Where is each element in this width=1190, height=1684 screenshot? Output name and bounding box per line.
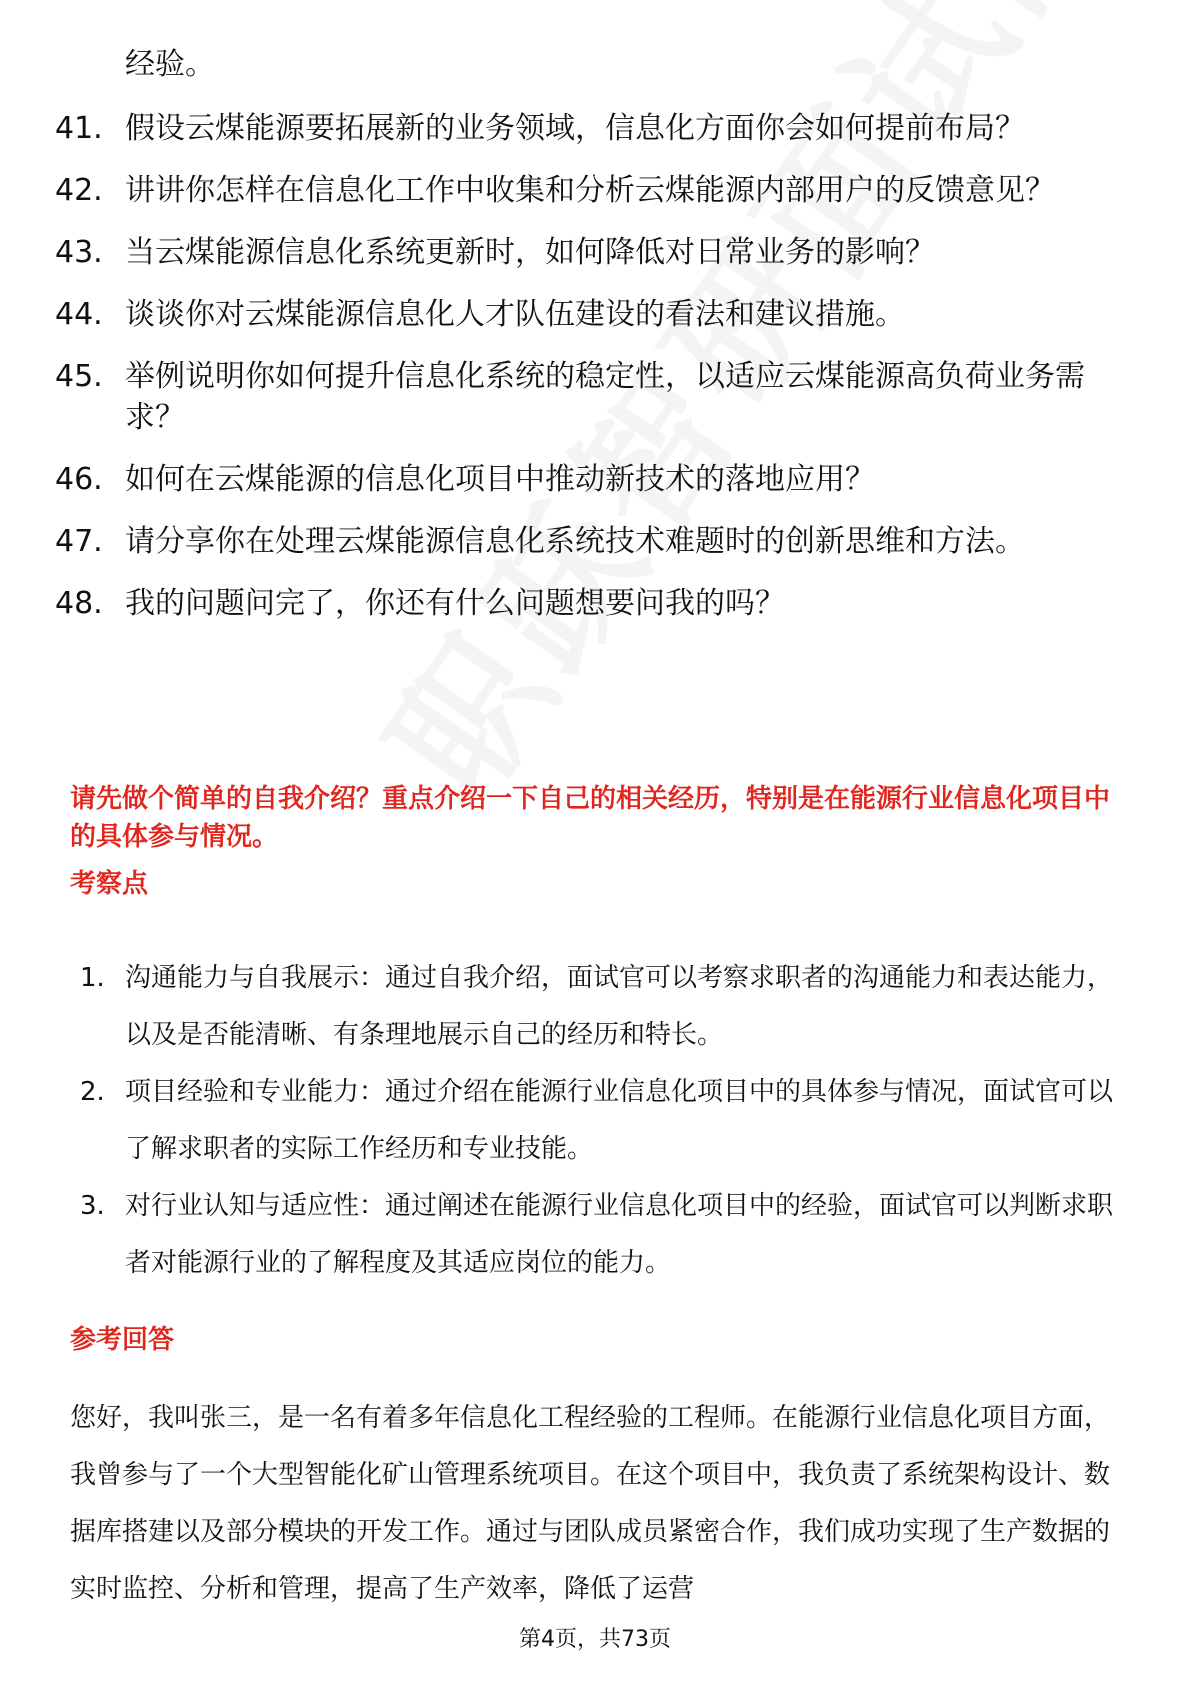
point-number: 1. xyxy=(80,963,105,993)
question-number: 45. xyxy=(55,359,103,394)
reference-answer: 您好，我叫张三，是一名有着多年信息化工程经验的工程师。在能源行业信息化项目方面，我曾参与了一个大型智能化矿山管理系统项目。在这个项目中，我负责了系统架构设计、数据库搭建以及部分模块的开发工作。通过与团队成员紧密合作，我们成功实现了生产数据的实时监控、分析和管理，提高了生产效率，降低了运营 xyxy=(70,1403,1111,1604)
question-number: 44. xyxy=(55,297,103,332)
question-number: 48. xyxy=(55,586,103,621)
question-number: 46. xyxy=(55,462,103,497)
list-item xyxy=(55,232,1135,273)
question-text: 我的问题问完了，你还有什么问题想要问我的吗？ xyxy=(125,586,785,621)
question-text: 请分享你在处理云煤能源信息化系统技术难题时的创新思维和方法。 xyxy=(125,524,1025,559)
question-number: 41. xyxy=(55,111,103,146)
featured-question: 请先做个简单的自我介绍？重点介绍一下自己的相关经历，特别是在能源行业信息化项目中的具体参与情况。 xyxy=(70,784,1111,852)
list-item xyxy=(55,583,1135,624)
evaluation-points-list xyxy=(80,950,1120,1292)
question-continuation: 经验。 xyxy=(125,47,215,82)
list-item xyxy=(55,459,1135,500)
page-number: 第4页，共73页 xyxy=(519,1627,671,1652)
question-text: 假设云煤能源要拓展新的业务领域，信息化方面你会如何提前布局？ xyxy=(125,111,1025,146)
question-text: 如何在云煤能源的信息化项目中推动新技术的落地应用？ xyxy=(125,462,875,497)
question-number: 42. xyxy=(55,173,103,208)
list-item xyxy=(80,1178,1120,1292)
point-text: 项目经验和专业能力：通过介绍在能源行业信息化项目中的具体参与情况，面试官可以了解求职者的实际工作经历和专业技能。 xyxy=(125,1077,1114,1164)
list-item xyxy=(80,950,1120,1064)
list-item xyxy=(55,108,1135,149)
question-list xyxy=(55,108,1135,645)
point-number: 2. xyxy=(80,1077,105,1107)
point-text: 沟通能力与自我展示：通过自我介绍，面试官可以考察求职者的沟通能力和表达能力，以及是否能清晰、有条理地展示自己的经历和特长。 xyxy=(125,963,1114,1050)
question-text: 举例说明你如何提升信息化系统的稳定性，以适应云煤能源高负荷业务需求？ xyxy=(125,359,1085,435)
question-number: 47. xyxy=(55,524,103,559)
question-text: 讲讲你怎样在信息化工作中收集和分析云煤能源内部用户的反馈意见？ xyxy=(125,173,1055,208)
list-item xyxy=(55,170,1135,211)
list-item xyxy=(55,294,1135,335)
answer-heading: 参考回答 xyxy=(70,1325,175,1355)
points-heading: 考察点 xyxy=(70,869,149,899)
point-number: 3. xyxy=(80,1191,105,1221)
list-item xyxy=(55,356,1135,438)
list-item xyxy=(80,1064,1120,1178)
question-number: 43. xyxy=(55,235,103,270)
question-text: 谈谈你对云煤能源信息化人才队伍建设的看法和建议措施。 xyxy=(125,297,905,332)
point-text: 对行业认知与适应性：通过阐述在能源行业信息化项目中的经验，面试官可以判断求职者对能源行业的了解程度及其适应岗位的能力。 xyxy=(125,1191,1114,1278)
question-text: 当云煤能源信息化系统更新时，如何降低对日常业务的影响？ xyxy=(125,235,935,270)
list-item xyxy=(55,521,1135,562)
